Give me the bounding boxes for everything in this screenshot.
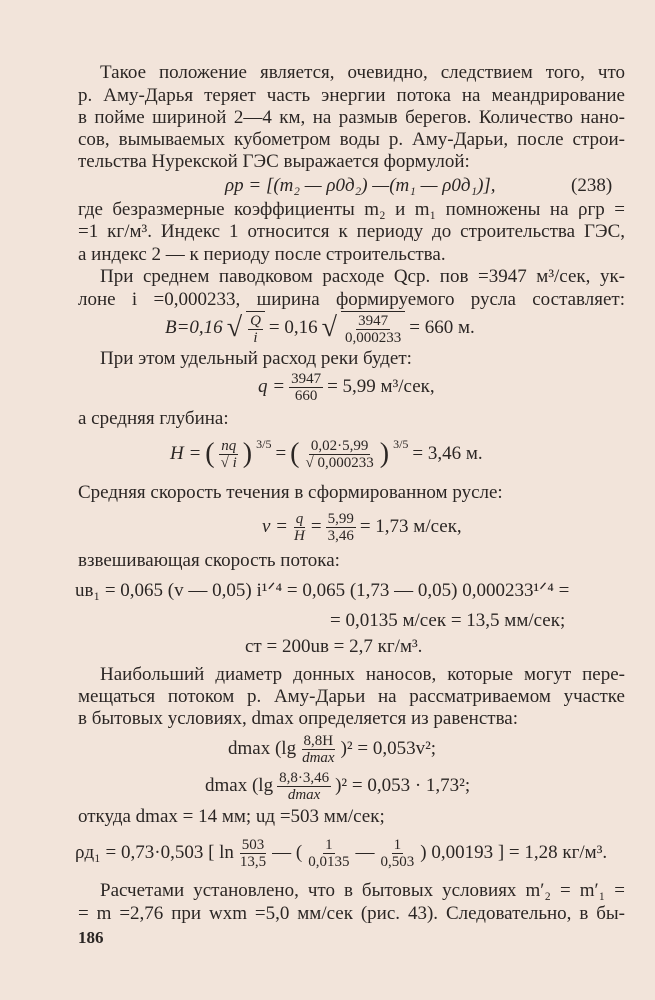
formula-part: — (355, 842, 375, 863)
formula-part: dmax (lg (228, 738, 297, 759)
sqrt-sign: √ (226, 312, 243, 343)
formula-part: = (310, 516, 322, 537)
denominator: H (294, 527, 305, 544)
formula-q (258, 369, 435, 405)
denominator: 13,5 (239, 853, 267, 870)
numerator: 1 (325, 836, 333, 853)
denominator: 3,46 (327, 527, 354, 544)
numerator: 503 (241, 836, 265, 853)
denominator: √ 0,000233 (305, 454, 374, 471)
formula-u-line1: uв₁ = 0,065 (v — 0,05) i¹ᐟ⁴ = 0,065 (1,73 — 0,05) 0,000233¹ᐟ⁴ = (75, 580, 570, 601)
text-line: Расчетами установлено, что в бытовых условиях m′₂ = m′₁ = (100, 880, 625, 901)
formula-part: — ( (272, 842, 303, 863)
text-line: =1 кг/м³. Индекс 1 относится к периоду до строительства ГЭС, (78, 221, 625, 242)
formula-part: q = (258, 376, 286, 397)
text-line: Наибольший диаметр донных наносов, которые могут пере- (100, 664, 625, 685)
paren: ) (242, 438, 253, 469)
exponent: 3/5 (256, 437, 272, 451)
formula-B (165, 310, 475, 346)
text-line: Средняя скорость течения в сформированном русле: (78, 482, 503, 503)
denominator: √ i (220, 454, 237, 471)
formula-part: dmax (lg (205, 775, 274, 796)
numerator: 5,99 (327, 510, 354, 527)
text-line: а индекс 2 — к периоду после строительства. (78, 244, 446, 265)
text-line: При среднем паводковом расходе Qср. пов =3947 м³/сек, ук- (100, 266, 625, 287)
formula-u-line2: = 0,0135 м/сек = 13,5 мм/сек; (330, 610, 566, 631)
formula-part: = 5,99 м³/сек, (327, 376, 435, 397)
text-line: в пойме шириной 2—4 км, на размыв берегов. Количество нано- (78, 107, 625, 128)
formula-v (262, 509, 462, 545)
text-line: сов, вымываемых кубометром воды р. Аму-Дарьи, после строи- (78, 129, 625, 150)
text-line: тельства Нурекской ГЭС выражается формулой: (78, 151, 470, 172)
numerator: 8,8·3,46 (279, 769, 330, 786)
formula-part: = 0,16 (268, 317, 318, 338)
formula-238: ρр = [(m₂ — ρ0д₂) —(m₁ — ρ0д₁)], (225, 175, 496, 196)
formula-part: = 3,46 м. (412, 443, 483, 464)
text-line: При этом удельный расход реки будет: (100, 348, 412, 369)
formula-dmax-1 (228, 731, 436, 767)
numerator: 0,02·5,99 (310, 437, 369, 454)
denominator: 0,503 (380, 853, 415, 870)
paren: ) (379, 438, 390, 469)
numerator: q (295, 510, 304, 527)
text-line: а средняя глубина: (78, 408, 229, 429)
denominator: 0,0135 (308, 853, 350, 870)
numerator: 1 (393, 836, 402, 853)
formula-part: ρд₁ = 0,73·0,503 [ ln (75, 842, 234, 863)
formula-part: = (275, 443, 287, 464)
formula-part: ) 0,00193 ] = 1,28 кг/м³. (420, 842, 608, 863)
formula-H (170, 436, 483, 472)
text-line: лоне i =0,000233, ширина формируемого русла составляет: (78, 289, 625, 310)
numerator: nq (221, 437, 237, 454)
formula-rho (75, 835, 607, 871)
numerator: 8,8H (303, 732, 334, 749)
formula-dmax-2 (205, 768, 470, 804)
denominator: 660 (294, 387, 318, 404)
text-line: где безразмерные коэффициенты m₂ и m₁ помножены на ρгр = (78, 199, 625, 220)
formula-part: )² = 0,053v²; (340, 738, 437, 759)
exponent: 3/5 (393, 437, 409, 451)
denominator: i (253, 329, 258, 346)
formula-part: v = (262, 516, 289, 537)
text-line: = m =2,76 при wxm =5,0 мм/сек (рис. 43). Следовательно, в бы- (78, 903, 625, 924)
formula-part: = 1,73 м/сек, (359, 516, 462, 537)
denominator: dmax (287, 786, 321, 803)
denominator: 0,000233 (345, 329, 402, 346)
formula-part: = 660 м. (409, 317, 475, 338)
text-line: в бытовых условиях, dmax определяется из равенства: (78, 708, 518, 729)
denominator: dmax (302, 749, 335, 766)
paren: ( (290, 438, 300, 469)
numerator: 3947 (358, 312, 389, 329)
formula-part: )² = 0,053 · 1,73²; (335, 775, 471, 796)
formula-part: B=0,16 (165, 317, 223, 338)
text-line: мещаться потоком р. Аму-Дарьи на рассматриваемом участке (78, 686, 625, 707)
text-line: Такое положение является, очевидно, следствием того, что (100, 62, 625, 83)
sqrt-sign: √ (321, 312, 337, 343)
page-number: 186 (78, 928, 104, 947)
text-line: взвешивающая скорость потока: (78, 550, 340, 571)
text-line: р. Аму-Дарья теряет часть энергии потока на меандрирование (78, 85, 625, 106)
paren: ( (205, 438, 215, 469)
formula-c: cт = 200uв = 2,7 кг/м³. (245, 636, 423, 657)
text-line: откуда dmax = 14 мм; uд =503 мм/сек; (78, 806, 385, 827)
equation-number: (238) (571, 175, 613, 196)
formula-part: H = (170, 443, 202, 464)
numerator: Q (250, 312, 261, 329)
numerator: 3947 (291, 370, 322, 387)
